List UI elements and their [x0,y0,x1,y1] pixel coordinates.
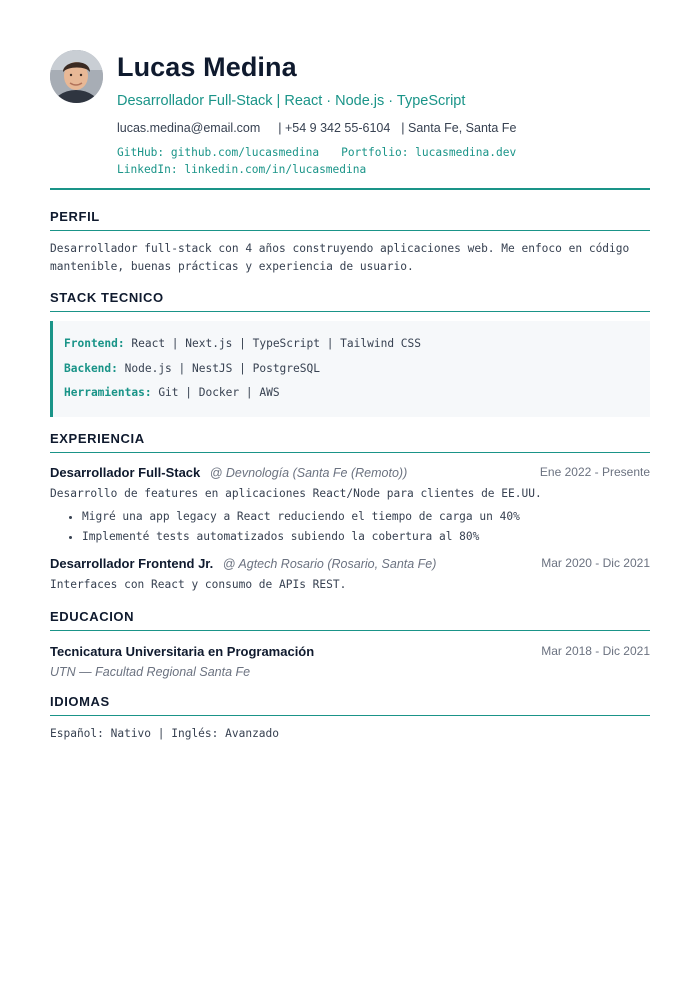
portfolio-link[interactable]: Portfolio: lucasmedina.dev [341,146,517,159]
avatar [50,50,103,103]
job-title: Desarrollador Frontend Jr. [50,556,214,571]
job-date: Mar 2020 - Dic 2021 [541,556,650,570]
job-description: Desarrollo de features en aplicaciones React/Node para clientes de EE.UU. [50,487,542,500]
job-entry [50,464,650,546]
stack-label: Frontend: [64,337,125,350]
section-title-perfil: PERFIL [50,209,650,231]
avatar-photo-icon [50,50,103,103]
job-date: Ene 2022 - Presente [539,465,650,479]
stack-value: React | Next.js | TypeScript | Tailwind CSS [131,337,421,350]
achievement-item: • Migré una app legacy a React reduciendo el tiempo de carga un 40% [82,507,650,527]
job-company: @ Devnología (Santa Fe (Remoto)) [209,466,408,480]
stack-box [50,321,650,417]
candidate-headline: Desarrollador Full-Stack | React · Node.js · TypeScript [117,93,466,109]
idiomas-text: Español: Nativo | Inglés: Avanzado [50,727,280,740]
contact-location: | Santa Fe, Santa Fe [401,121,517,135]
edu-school: UTN — Facultad Regional Santa Fe [50,665,251,679]
contact-email[interactable]: lucas.medina@email.com [117,121,261,135]
stack-value: Git | Docker | AWS [158,386,280,399]
resume-header [50,0,650,190]
section-educacion [50,609,650,679]
stack-row-herramientas [64,381,650,406]
job-title: Desarrollador Full-Stack [50,465,201,480]
github-link[interactable]: GitHub: github.com/lucasmedina [117,146,320,159]
achievement-item: • Implementé tests automatizados subiendo la cobertura al 80% [82,527,650,547]
job-achievements [50,507,650,546]
profile-links [117,144,516,178]
job-header [50,555,650,575]
section-stack [50,290,650,417]
stack-row-backend [64,357,650,382]
edu-degree: Tecnicatura Universitaria en Programación [50,644,315,659]
section-title-educacion: EDUCACION [50,609,650,631]
section-title-stack: STACK TECNICO [50,290,650,312]
candidate-name: Lucas Medina [117,52,297,82]
edu-date: Mar 2018 - Dic 2021 [541,644,650,658]
stack-label: Backend: [64,361,118,375]
stack-label: Herramientas: [64,386,152,399]
perfil-text: Desarrollador full-stack con 4 años construyendo aplicaciones web. Me enfoco en código mantenible, buenas prácticas y experiencia de usuario. [50,242,630,273]
job-description: Interfaces con React y consumo de APIs REST. [50,578,347,591]
job-entry [50,555,650,594]
section-idiomas [50,694,650,740]
stack-value: Node.js | NestJS | PostgreSQL [124,361,320,375]
section-perfil [50,209,650,276]
contact-phone[interactable]: | +54 9 342 55-6104 [278,121,391,135]
job-header [50,464,650,484]
section-title-experiencia: EXPERIENCIA [50,431,650,453]
edu-header [50,643,650,663]
linkedin-link[interactable]: LinkedIn: linkedin.com/in/lucasmedina [117,163,367,176]
contact-line [117,121,516,135]
stack-row-frontend [64,332,650,357]
section-experiencia [50,431,650,594]
job-company: @ Agtech Rosario (Rosario, Santa Fe) [222,557,437,571]
section-title-idiomas: IDIOMAS [50,694,650,716]
